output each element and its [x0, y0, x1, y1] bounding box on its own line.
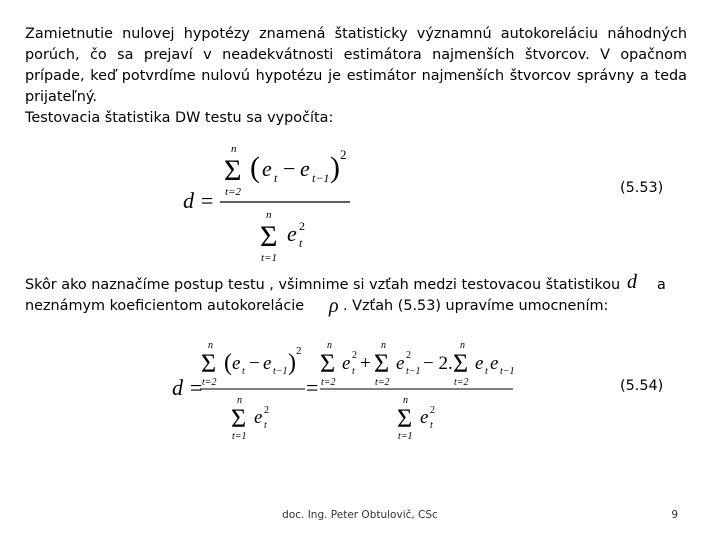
eq2-f1-den-t1: t=1	[232, 431, 247, 442]
eq2-f2-t2c: t=2	[454, 377, 469, 388]
eq2-f2-den-sigma: Σ	[397, 404, 413, 433]
eq2-f2-den-sup: 2	[430, 405, 435, 416]
eq2-f1-sigma: Σ	[201, 349, 217, 378]
eq2-f2-plus: +	[360, 353, 371, 374]
eq1-sum-lower: t=2	[225, 186, 241, 198]
eq2-f2-n3: n	[460, 340, 465, 351]
eq1-lhs: d =	[183, 188, 215, 213]
middle-line-2-text: neznámym koeficientom autokorelácie	[25, 298, 305, 314]
middle-line-1-text: Skôr ako naznačíme postup testu , všimnime si vzťah medzi testovacou štatistikou	[25, 277, 621, 293]
eq2-f2-t2b: t=2	[375, 377, 390, 388]
symbol-d: d	[627, 271, 637, 293]
equation-number-5-54: (5.54)	[620, 378, 664, 394]
eq1-den-e: e	[287, 221, 297, 246]
eq2-f1-t2: t=2	[202, 377, 217, 388]
eq2-f2-sigma1: Σ	[320, 349, 336, 378]
eq1-sum-upper: n	[231, 143, 237, 155]
intro-line-1: Zamietnutie nulovej hypotézy znamená štatisticky významnú autokoreláciu náhodných	[25, 26, 687, 42]
eq1-den-sup: 2	[299, 219, 305, 233]
eq2-f1-den-sigma: Σ	[231, 404, 247, 433]
eq1-den-sum-lower: t=1	[261, 252, 277, 264]
eq2-f1-den-sub: t	[264, 420, 267, 431]
equation-number-5-53: (5.53)	[620, 180, 664, 196]
eq1-den-sub: t	[299, 236, 303, 250]
eq1-numerator-open: (	[250, 151, 260, 184]
eq1-numerator-e1: e	[262, 156, 272, 181]
eq2-f1-den-e: e	[254, 407, 263, 428]
eq2-f2-e2: e	[396, 353, 405, 374]
eq2-f1-e1: e	[232, 353, 241, 374]
eq2-f1-minus: −	[249, 353, 260, 374]
eq2-f2-e2-sup: 2	[406, 350, 411, 361]
eq1-numerator-sub1: t	[274, 171, 278, 185]
eq2-equals: =	[306, 375, 319, 400]
eq2-f1-sub1: t	[242, 366, 245, 377]
eq1-numerator-e2: e	[300, 156, 310, 181]
middle-line-2-end: . Vzťah (5.53) upravíme umocnením:	[343, 298, 609, 314]
eq1-sum-symbol: Σ	[224, 154, 242, 187]
intro-line-2: porúch, čo sa prejaví v neadekvátnosti estimátora najmenších štvorcov. V opačnom	[25, 47, 687, 63]
eq2-f1-close: )	[288, 350, 296, 376]
middle-line-1-end: a	[657, 277, 666, 293]
eq2-f2-sigma2: Σ	[374, 349, 390, 378]
middle-line-1	[25, 277, 620, 293]
eq1-numerator-exp: 2	[340, 147, 347, 162]
eq2-f2-t2a: t=2	[321, 377, 336, 388]
eq2-f2-e3-sub: t	[485, 366, 488, 377]
eq2-f1-sub2: t−1	[273, 366, 288, 377]
eq2-f1-open: (	[224, 350, 232, 376]
eq2-f2-minus2: − 2.	[423, 353, 453, 374]
intro-line-3: prípade, keď potvrdíme nulovú hypotézu je estimátor najmenších štvorcov správny a teda	[25, 68, 687, 84]
eq1-numerator-sub2: t−1	[312, 171, 330, 185]
eq2-f1-n: n	[208, 340, 213, 351]
intro-line-5: Testovacia štatistika DW testu sa vypočíta:	[25, 110, 334, 126]
eq2-f2-e4-sub: t−1	[500, 366, 515, 377]
eq2-f2-den-e: e	[420, 407, 429, 428]
eq2-f2-e1-sub: t	[352, 366, 355, 377]
eq2-f2-e2-sub: t−1	[406, 366, 421, 377]
eq2-f2-e3: e	[475, 353, 484, 374]
eq2-f2-n2: n	[381, 340, 386, 351]
symbol-rho: ρ	[329, 295, 339, 317]
eq1-numerator-close: )	[330, 151, 340, 184]
eq2-f1-e2: e	[263, 353, 272, 374]
eq2-f2-e1-sup: 2	[352, 350, 357, 361]
eq2-f2-den-n: n	[403, 395, 408, 406]
intro-paragraph	[25, 24, 687, 129]
eq2-f1-den-sup: 2	[264, 405, 269, 416]
intro-line-4: prijateľný.	[25, 89, 97, 105]
page-number: 9	[671, 509, 678, 521]
equation-5-53	[180, 140, 380, 265]
eq2-f2-den-sub: t	[430, 420, 433, 431]
eq2-lhs: d =	[172, 375, 204, 400]
eq2-f2-n1: n	[327, 340, 332, 351]
eq1-numerator-minus: −	[283, 156, 296, 181]
eq1-den-sum-upper: n	[266, 209, 272, 221]
eq2-f2-e1: e	[342, 353, 351, 374]
footer-author: doc. Ing. Peter Obtulovič, CSc	[282, 509, 438, 521]
eq2-f2-sigma3: Σ	[453, 349, 469, 378]
equation-5-54	[170, 338, 515, 443]
middle-line-2	[25, 298, 304, 314]
eq2-f1-exp: 2	[296, 345, 302, 357]
eq2-f2-den-t1: t=1	[398, 431, 413, 442]
eq2-f2-e4: e	[490, 353, 499, 374]
eq2-f1-den-n: n	[237, 395, 242, 406]
eq1-den-sum-symbol: Σ	[260, 220, 278, 253]
